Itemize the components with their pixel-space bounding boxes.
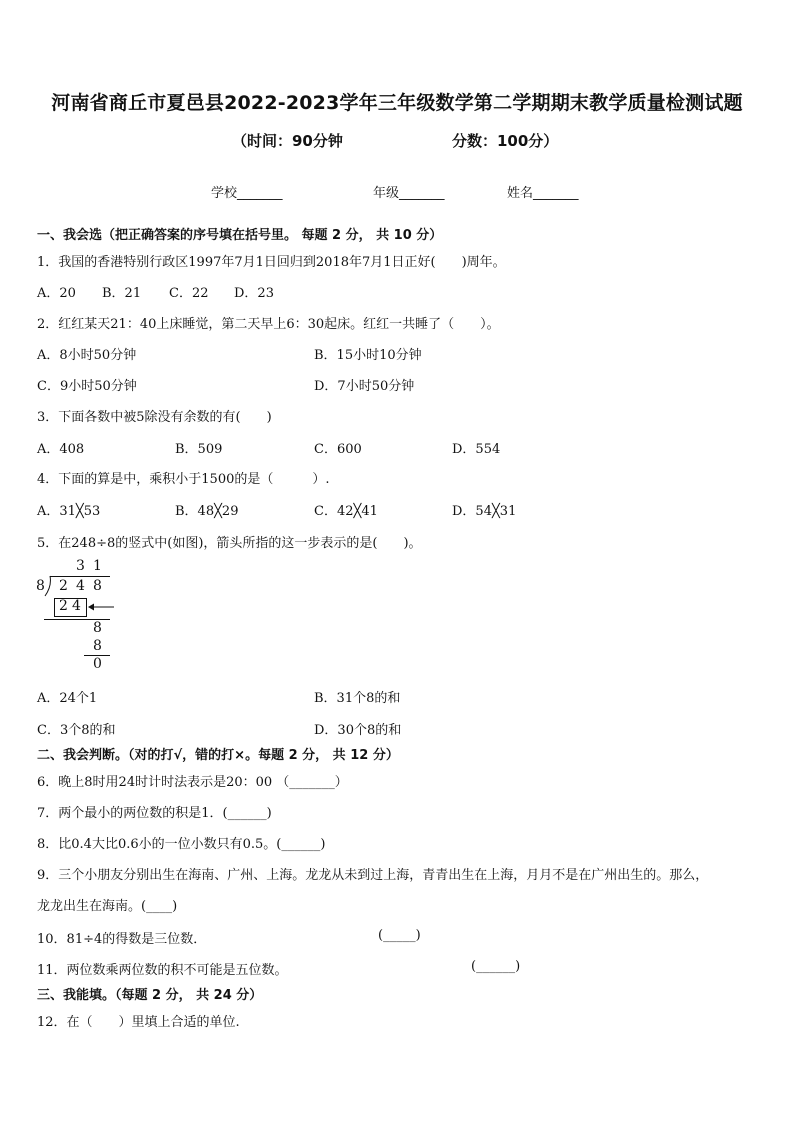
step1-digit-tens: 2 — [59, 598, 68, 614]
q4-option-c[interactable]: C．42╳41 — [314, 504, 378, 519]
quotient-digit-tens: 3 — [76, 558, 85, 574]
q1-option-d[interactable]: D．23 — [234, 286, 274, 301]
quotient-digit-ones: 1 — [93, 558, 102, 574]
question-8: 8．比0.4大比0.6小的一位小数只有0.5。(______) — [37, 837, 326, 852]
page-title: 河南省商丘市夏邑县2022-2023学年三年级数学第二学期期末教学质量检测试题 — [51, 92, 743, 114]
division-bracket — [44, 575, 52, 597]
q3-option-c[interactable]: C．600 — [314, 442, 362, 457]
remainder-2: 0 — [93, 656, 102, 672]
remainder-1: 8 — [93, 620, 102, 636]
grade-field[interactable]: 年级_______ — [373, 186, 445, 201]
section3-heading: 三、我能填。（每题 2 分， 共 24 分） — [37, 988, 263, 1003]
school-field[interactable]: 学校_______ — [211, 186, 283, 201]
question-7: 7．两个最小的两位数的积是1．(______) — [37, 806, 272, 821]
dividend-digit-ones: 8 — [93, 578, 102, 594]
name-field[interactable]: 姓名_______ — [507, 186, 579, 201]
dividend-digit-hundreds: 2 — [59, 578, 68, 594]
q11-answer-blank[interactable]: (______) — [471, 959, 521, 974]
exam-time: （时间：90分钟 — [232, 132, 343, 150]
step1-digit-ones: 4 — [72, 598, 81, 614]
q5-option-d[interactable]: D．30个8的和 — [314, 723, 402, 738]
question-9: 9．三个小朋友分别出生在海南、广州、上海。龙龙从未到过上海，青青出生在上海，月月不是在广州出生的。那么， — [37, 868, 709, 883]
question-4: 4．下面的算是中，乘积小于1500的是（ ）. — [37, 472, 330, 487]
q4-option-b[interactable]: B．48╳29 — [175, 504, 239, 519]
divisor: 8 — [36, 578, 45, 594]
question-10: 10．81÷4的得数是三位数． — [37, 932, 207, 947]
q5-option-a[interactable]: A．24个1 — [37, 691, 98, 706]
q2-option-a[interactable]: A．8小时50分钟 — [37, 348, 137, 363]
q1-option-a[interactable]: A．20 — [37, 286, 76, 301]
section2-heading: 二、我会判断。（对的打√，错的打×。每题 2 分， 共 12 分） — [37, 748, 399, 763]
q3-option-a[interactable]: A．408 — [37, 442, 85, 457]
question-9-continued: 龙龙出生在海南。(____) — [37, 899, 178, 914]
question-6: 6．晚上8时用24时计时法表示是20：00 （_______） — [37, 775, 348, 790]
question-2: 2．红红某天21：40上床睡觉，第二天早上6：30起床。红红一共睡了（ ）。 — [37, 317, 500, 332]
step2-value: 8 — [93, 638, 102, 654]
q4-option-d[interactable]: D．54╳31 — [452, 504, 517, 519]
question-3: 3．下面各数中被5除没有余数的有( ) — [37, 410, 272, 425]
q1-option-b[interactable]: B．21 — [102, 286, 142, 301]
q5-option-c[interactable]: C．3个8的和 — [37, 723, 116, 738]
question-11: 11．两位数乘两位数的积不可能是五位数。 — [37, 963, 288, 978]
q3-option-b[interactable]: B．509 — [175, 442, 223, 457]
q5-option-b[interactable]: B．31个8的和 — [314, 691, 401, 706]
exam-score: 分数：100分） — [452, 132, 559, 150]
section1-heading: 一、我会选（把正确答案的序号填在括号里。 每题 2 分， 共 10 分） — [37, 228, 443, 243]
question-5: 5．在248÷8的竖式中(如图)，箭头所指的这一步表示的是( )。 — [37, 536, 422, 551]
arrow-left-icon — [86, 601, 116, 613]
question-1: 1．我国的香港特别行政区1997年7月1日回归到2018年7月1日正好( )周年。 — [37, 255, 506, 270]
q10-answer-blank[interactable]: (_____) — [378, 928, 421, 943]
division-bar — [50, 576, 110, 577]
long-division-figure — [36, 558, 136, 678]
q2-option-d[interactable]: D．7小时50分钟 — [314, 379, 415, 394]
dividend-digit-tens: 4 — [76, 578, 85, 594]
q4-option-a[interactable]: A．31╳53 — [37, 504, 101, 519]
q2-option-b[interactable]: B．15小时10分钟 — [314, 348, 422, 363]
question-12: 12．在（ ）里填上合适的单位. — [37, 1015, 240, 1030]
q2-option-c[interactable]: C．9小时50分钟 — [37, 379, 137, 394]
q1-option-c[interactable]: C．22 — [169, 286, 209, 301]
q3-option-d[interactable]: D．554 — [452, 442, 501, 457]
